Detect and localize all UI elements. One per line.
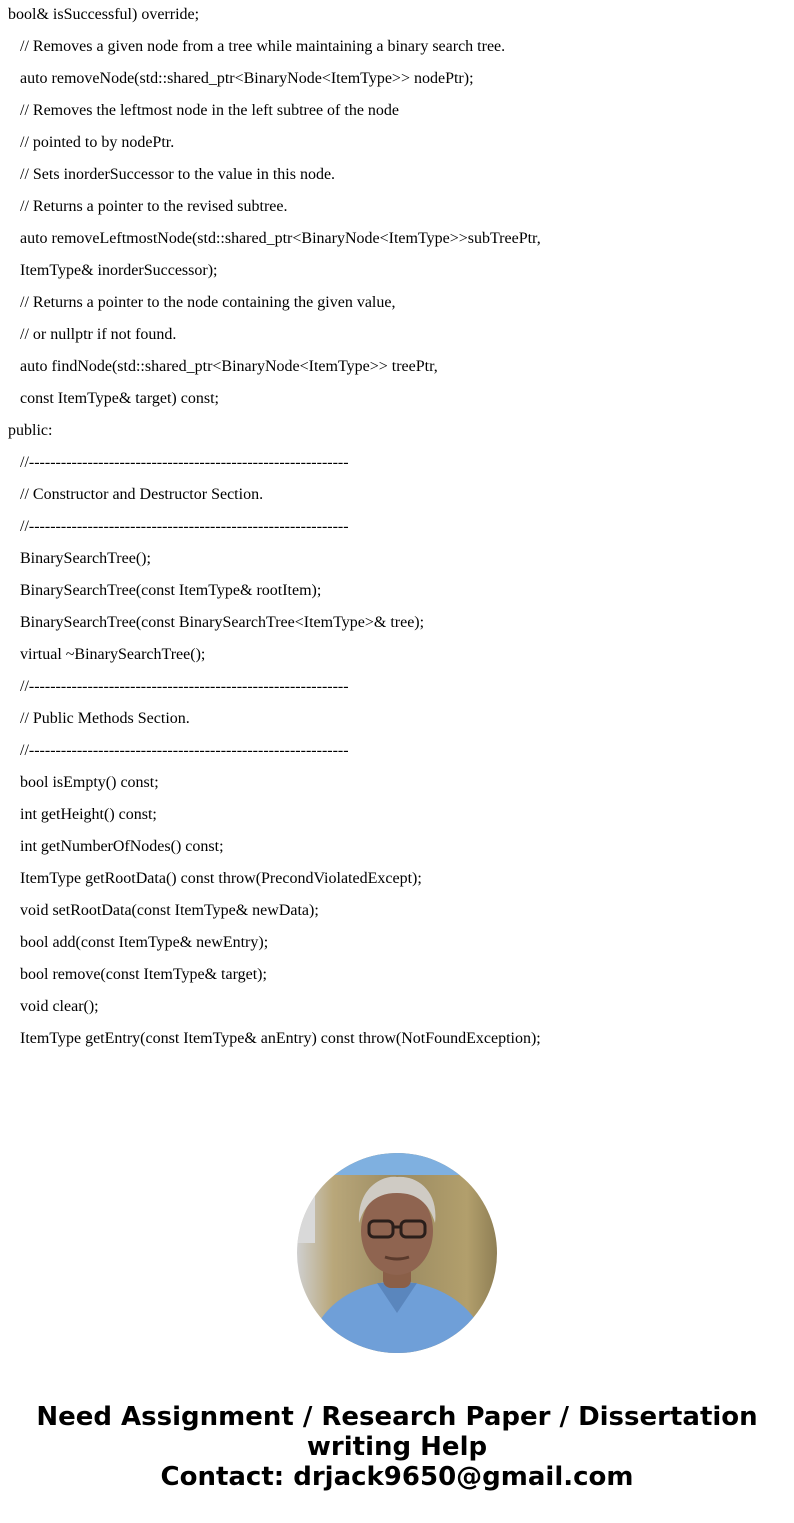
code-line: // Returns a pointer to the revised subtree. — [20, 198, 288, 215]
code-line: void clear(); — [20, 998, 99, 1015]
code-line: // Constructor and Destructor Section. — [20, 486, 264, 503]
code-line: //------------------------------------------------------------ — [20, 518, 349, 535]
code-line: bool add(const ItemType& newEntry); — [20, 934, 269, 951]
help-banner — [0, 1402, 794, 1492]
code-line: public: — [8, 422, 53, 439]
person-photo-icon — [297, 1153, 497, 1353]
code-line: ItemType getRootData() const throw(PrecondViolatedExcept); — [20, 870, 422, 887]
code-line: bool isEmpty() const; — [20, 774, 159, 791]
code-line: // pointed to by nodePtr. — [20, 134, 175, 151]
code-line: // Removes the leftmost node in the left subtree of the node — [20, 102, 400, 119]
code-line: const ItemType& target) const; — [20, 390, 219, 407]
code-line: //------------------------------------------------------------ — [20, 454, 349, 471]
code-line: BinarySearchTree(const BinarySearchTree<ItemType>& tree); — [20, 614, 425, 631]
code-line: auto findNode(std::shared_ptr<BinaryNode<ItemType>> treePtr, — [20, 358, 438, 375]
code-line: //------------------------------------------------------------ — [20, 678, 349, 695]
code-line: auto removeLeftmostNode(std::shared_ptr<BinaryNode<ItemType>>subTreePtr, — [20, 230, 541, 247]
code-line: bool& isSuccessful) override; — [8, 6, 200, 23]
code-line: auto removeNode(std::shared_ptr<BinaryNode<ItemType>> nodePtr); — [20, 70, 474, 87]
code-line: // Removes a given node from a tree while maintaining a binary search tree. — [20, 38, 506, 55]
code-line: // Sets inorderSuccessor to the value in this node. — [20, 166, 336, 183]
code-line: //------------------------------------------------------------ — [20, 742, 349, 759]
code-line: virtual ~BinarySearchTree(); — [20, 646, 206, 663]
code-line: int getNumberOfNodes() const; — [20, 838, 224, 855]
banner-contact-line: Contact: drjack9650@gmail.com — [160, 1462, 634, 1492]
code-line: // Returns a pointer to the node containing the given value, — [20, 294, 396, 311]
code-line: BinarySearchTree(); — [20, 550, 151, 567]
code-line: bool remove(const ItemType& target); — [20, 966, 267, 983]
code-line: int getHeight() const; — [20, 806, 157, 823]
code-line: ItemType getEntry(const ItemType& anEntry) const throw(NotFoundException); — [20, 1030, 541, 1047]
author-avatar — [297, 1153, 497, 1353]
code-line: BinarySearchTree(const ItemType& rootItem); — [20, 582, 322, 599]
code-line: void setRootData(const ItemType& newData); — [20, 902, 319, 919]
code-line: // or nullptr if not found. — [20, 326, 177, 343]
code-line: // Public Methods Section. — [20, 710, 190, 727]
code-line: ItemType& inorderSuccessor); — [20, 262, 218, 279]
banner-line-2: writing Help — [306, 1432, 488, 1462]
banner-line-1: Need Assignment / Research Paper / Dissertation — [36, 1402, 758, 1432]
